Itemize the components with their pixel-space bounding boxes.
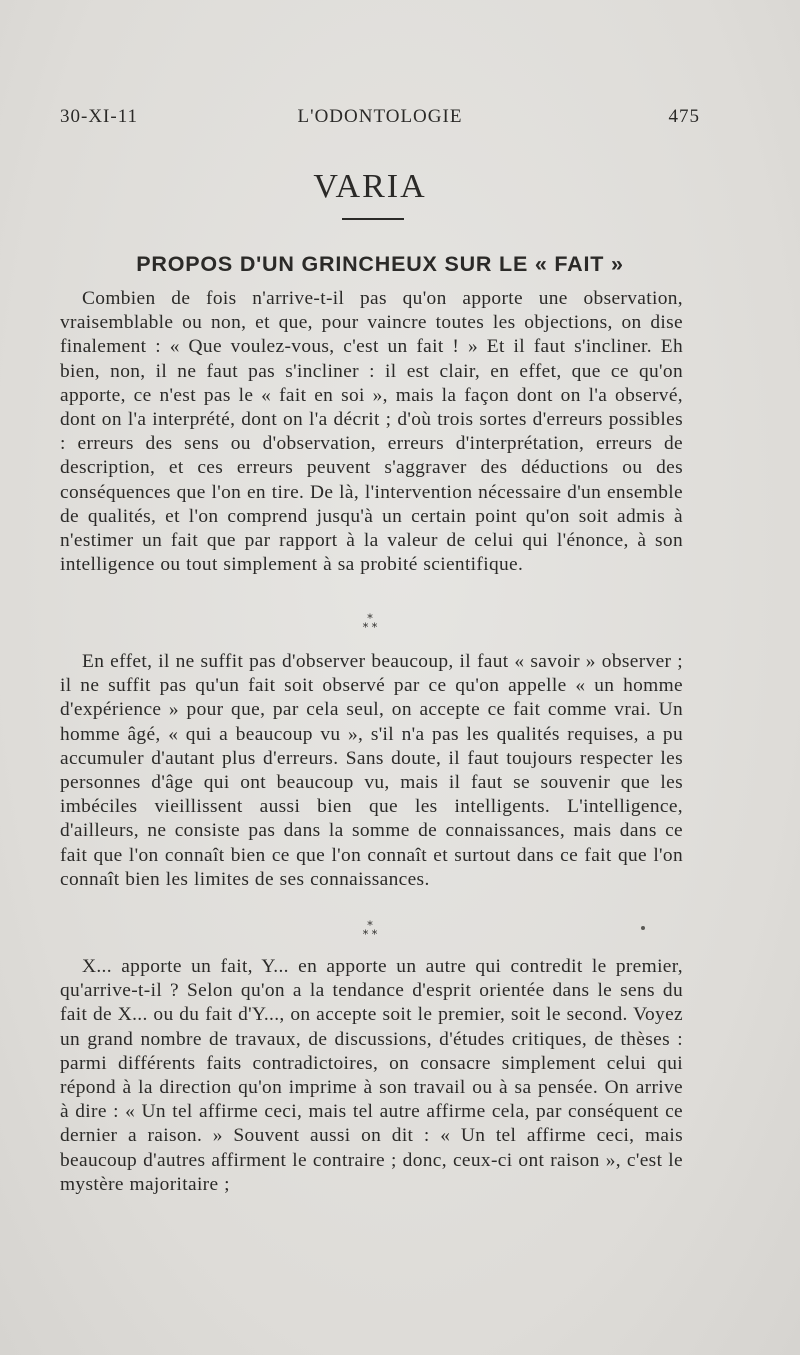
journal-title: L'ODONTOLOGIE bbox=[297, 106, 463, 127]
asterism-separator bbox=[340, 921, 400, 939]
title-rule bbox=[342, 218, 404, 220]
paragraph-3: X... apporte un fait, Y... en apporte un autre qui contredit le premier, qu'arrive-t-il ? Selon qu'on a la tendance d'esprit orientée dans le sens du fait de X... ou du fait d'Y..., on accepte soit le premier, soit le second. Voyez un grand nombre de travaux, de discussions, d'études critiques, de thèses : parmi différents faits contradictoires, on consacre simplement celui qui répond à la direction qu'on imprime à son travail ou à sa pensée. On arrive à dire : « Un tel affirme ceci, mais tel autre affirme cela, par conséquent ce dernier a raison. » Souvent aussi on dit : « Un tel affirme ceci, mais beaucoup d'autres affirment le contraire ; donc, ceux-ci ont raison », c'est le mystère majoritaire ; bbox=[60, 956, 683, 1195]
asterism-text: * * * bbox=[362, 919, 378, 941]
article-title: PROPOS D'UN GRINCHEUX SUR LE « FAIT » bbox=[136, 252, 624, 276]
paragraph-1: Combien de fois n'arrive-t-il pas qu'on apporte une observation, vraisemblable ou non, et que, pour vaincre toutes les objections, on dise finalement : « Que voulez-vous, c'est un fait ! » Et il faut s'incliner. Eh bien, non, il ne faut pas s'incliner : il est clair, en effet, que ce qu'on apporte, ce n'est pas le « fait en soi », mais la façon dont on l'a observé, dont on l'a interprété, dont on l'a décrit ; d'où trois sortes d'erreurs possibles : erreurs des sens ou d'observation, erreurs d'interprétation, erreurs de description, et ces erreurs peuvent s'aggraver des déductions ou des conséquences que l'on en tire. De là, l'intervention nécessaire d'un ensemble de qualités, et l'on comprend jusqu'à un certain point qu'on soit admis à n'estimer un fait que par rapport à la valeur de celui qui l'énonce, à son intelligence ou tout simplement à sa probité scientifique. bbox=[60, 288, 683, 576]
running-head bbox=[60, 106, 700, 136]
print-speck bbox=[641, 926, 645, 930]
issue-date: 30-XI-11 bbox=[60, 106, 138, 127]
asterism-separator bbox=[340, 614, 400, 632]
paragraph-2: En effet, il ne suffit pas d'observer beaucoup, il faut « savoir » observer ; il ne suffit pas qu'un fait soit observé par ce qu'on appelle « un homme d'expérience » pour que, par cela seul, on accepte ce fait comme vrai. Un homme âgé, « qui a beaucoup vu », s'il n'a pas les qualités requises, a pu accumuler d'autant plus d'erreurs. Sans doute, il faut toujours respecter les personnes d'âge qui ont beaucoup vu, mais il faut se souvenir que les imbéciles vieillissent aussi bien que les intelligents. L'intelligence, d'ailleurs, ne consiste pas dans la somme de connaissances, mais dans ce fait que l'on connaît bien ce que l'on connaît et surtout dans ce fait que l'on connaît bien les limites de ses connaissances. bbox=[60, 651, 683, 890]
section-title: VARIA bbox=[313, 168, 427, 205]
page-number: 475 bbox=[668, 106, 700, 127]
asterism-text: * * * bbox=[362, 612, 378, 634]
